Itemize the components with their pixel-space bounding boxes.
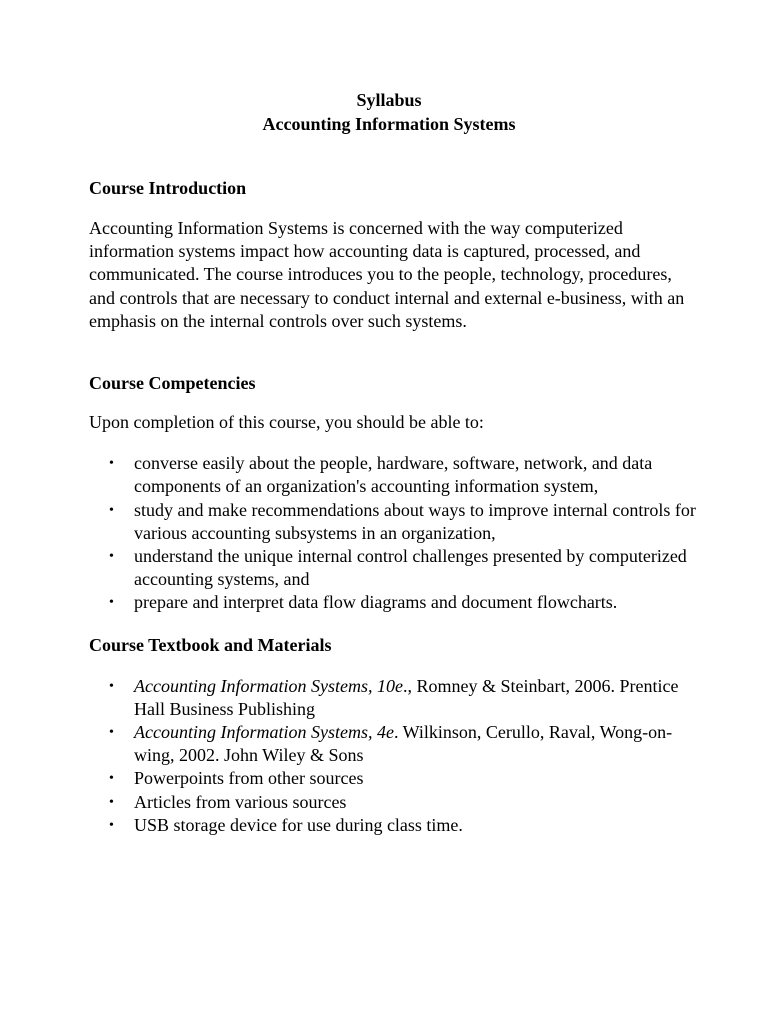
bullet-icon: • [109, 794, 114, 810]
title-line-course-name: Accounting Information Systems [262, 114, 516, 134]
list-item [89, 791, 699, 814]
list-item [89, 767, 699, 790]
list-item [89, 675, 699, 721]
bullet-icon: • [109, 595, 114, 611]
bullet-icon: • [109, 678, 114, 694]
title-line-syllabus: Syllabus [356, 90, 422, 110]
textbook-citation-2: . Wilkinson, Cerullo, Raval, Wong-on-wing, 2002. John Wiley & Sons [134, 722, 673, 766]
competencies-list [89, 452, 699, 614]
list-item-text: converse easily about the people, hardware, software, network, and data components of an organization's accounting information system, [134, 453, 653, 497]
document-title [79, 88, 699, 136]
bullet-icon: • [109, 771, 114, 787]
materials-list [89, 675, 699, 837]
course-materials-heading: Course Textbook and Materials [89, 634, 332, 655]
bullet-icon: • [109, 817, 114, 833]
course-competencies-lead: Upon completion of this course, you should be able to: [89, 412, 484, 433]
list-item [89, 814, 699, 837]
course-introduction-text: Accounting Information Systems is concerned with the way computerized information systems impact how accounting data is captured, processed, and communicated. The course introduces you to the people, technology, procedures, and controls that are necessary to conduct internal and external e-business, with an emphasis on the internal controls over such systems. [89, 218, 685, 331]
course-competencies-heading: Course Competencies [89, 373, 256, 394]
textbook-title-1: Accounting Information Systems, 10e [134, 675, 403, 696]
list-item-text: prepare and interpret data flow diagrams and document flowcharts. [134, 592, 618, 613]
list-item-text: study and make recommendations about ways to improve internal controls for various accounting subsystems in an organization, [134, 499, 696, 543]
list-item [89, 591, 699, 614]
course-introduction-heading: Course Introduction [89, 178, 247, 198]
list-item-text: USB storage device for use during class time. [134, 814, 463, 835]
bullet-icon: • [109, 725, 114, 741]
list-item [89, 452, 699, 498]
list-item-text: understand the unique internal control challenges presented by computerized accounting systems, and [134, 546, 687, 590]
list-item [89, 721, 699, 767]
document-page [89, 88, 699, 837]
list-item-text: Articles from various sources [134, 791, 347, 812]
bullet-icon: • [109, 456, 114, 472]
list-item [89, 499, 699, 545]
list-item-text: Powerpoints from other sources [134, 768, 364, 789]
textbook-title-2: Accounting Information Systems, 4e [134, 722, 394, 743]
bullet-icon: • [109, 549, 114, 565]
bullet-icon: • [109, 502, 114, 518]
list-item [89, 545, 699, 591]
textbook-citation-1: ., Romney & Steinbart, 2006. Prentice Hall Business Publishing [134, 675, 679, 719]
